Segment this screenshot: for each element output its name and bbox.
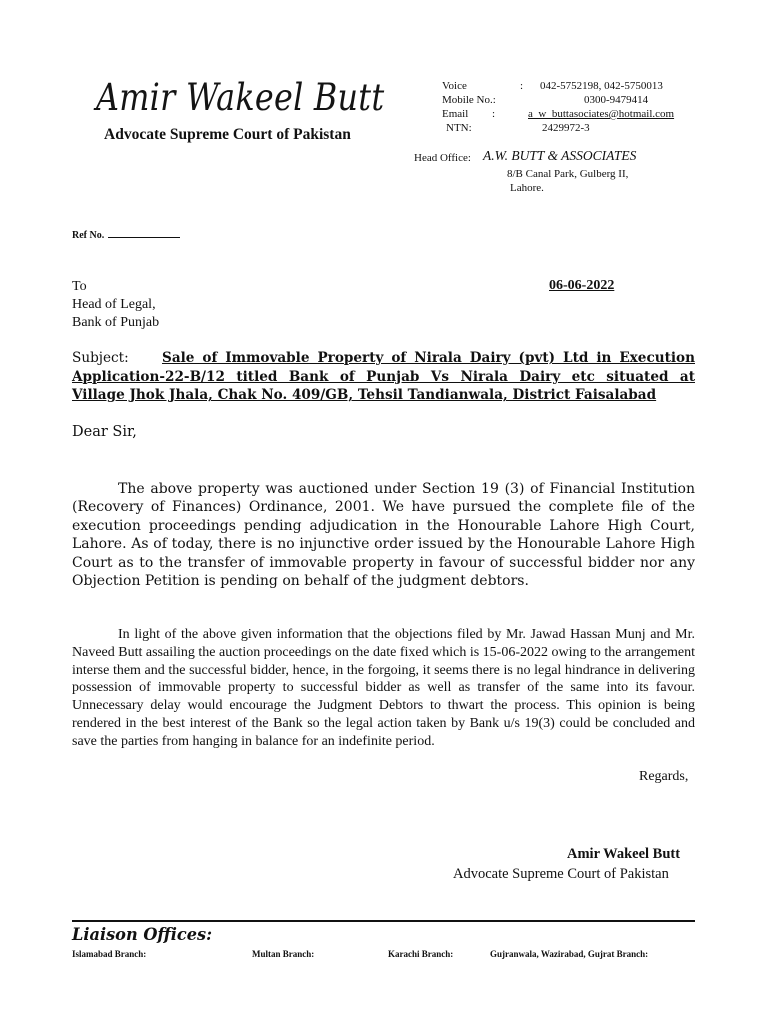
signature-name: Amir Wakeel Butt [567,846,681,862]
subject-label: Subject: [72,350,129,366]
letterhead-subtitle: Advocate Supreme Court of Pakistan [104,126,351,143]
footer-branch-multan: Multan Branch: [252,949,315,959]
body-paragraph-1: The above property was auctioned under Section 19 (3) of Financial Institution (Recovery of Finances) Ordinance, 2001. We have pursued the complete file of the execution proceedings pending adjudication in the Honourable Lahore High Court, Lahore. As of today, there is no injunctive order issued by the Honourable Lahore High Court as to the transfer of immovable property in favour of successful bidder nor any Objection Petition is pending on behalf of the judgment debtors. [72,481,695,590]
mobile-value: 0300-9479414 [584,94,649,106]
signature-title: Advocate Supreme Court of Pakistan [453,866,669,882]
ref-label: Ref No. [72,230,105,241]
recipient-to: To [72,279,87,294]
head-office-address-line2: Lahore. [510,182,544,194]
head-office-address [507,167,667,195]
footer-divider [72,920,695,922]
ntn-value: 2429972-3 [542,122,590,134]
recipient-block [72,278,159,332]
footer-branch-islamabad: Islamabad Branch: [72,949,147,959]
mobile-label: Mobile No.: [442,94,496,106]
voice-value: 042-5752198, 042-5750013 [540,80,663,92]
ntn-label: NTN: [446,122,472,134]
footer-branch-gujranwala: Gujranwala, Wazirabad, Gujrat Branch: [490,949,649,959]
email-label: Email [442,108,469,120]
subject-line3: Village Jhok Jhala, Chak No. 409/GB, Tehsil Tandianwala, District Faisalabad [72,387,657,404]
salutation: Dear Sir, [72,424,137,440]
subject-row-2 [72,368,695,387]
letter-date: 06-06-2022 [549,278,615,293]
subject-block [72,349,695,405]
subject-row-1 [72,349,695,368]
ref-blank-line [108,237,180,238]
head-office-label: Head Office: [414,152,471,164]
email-link[interactable]: a_w_buttasociates@hotmail.com [528,108,675,120]
voice-label: Voice [442,80,467,92]
ref-number [72,230,180,241]
closing: Regards, [639,769,689,784]
footer-branch-karachi: Karachi Branch: [388,949,454,959]
recipient-line2: Bank of Punjab [72,315,160,330]
footer-heading: Liaison Offices: [72,925,213,945]
subject-row-3 [72,386,695,405]
subject-line2: Application-22-B/12 titled Bank of Punjab Vs Nirala Dairy etc situated at [72,368,695,385]
head-office-name: A.W. BUTT & ASSOCIATES [483,148,637,163]
voice-colon: : [520,80,524,92]
head-office-address-line1: 8/B Canal Park, Gulberg II, [507,168,629,180]
body-paragraph-2: In light of the above given information that the objections filed by Mr. Jawad Hassan Munj and Mr. Naveed Butt assailing the auction proceedings on the date fixed which is 15-06-2022 owing to the arrangement interse them and the successful bidder, hence, in the forgoing, it seems there is no legal hindrance in delivering possession of immovable property to successful bidder as well as transfer of the same into its favour. Unnecessary delay would encourage the Judgment Debtors to thwart the process. This opinion is being rendered in the best interest of the Bank so the legal action taken by Bank u/s 19(3) could be concluded and save the parties from hanging in balance for an indefinite period. [72,627,695,749]
letterhead-name: Amir Wakeel Butt [96,76,385,119]
subject-line1: Sale of Immovable Property of Nirala Dairy (pvt) Ltd in Execution [162,350,695,366]
recipient-line1: Head of Legal, [72,297,156,312]
email-colon: : [492,108,496,120]
